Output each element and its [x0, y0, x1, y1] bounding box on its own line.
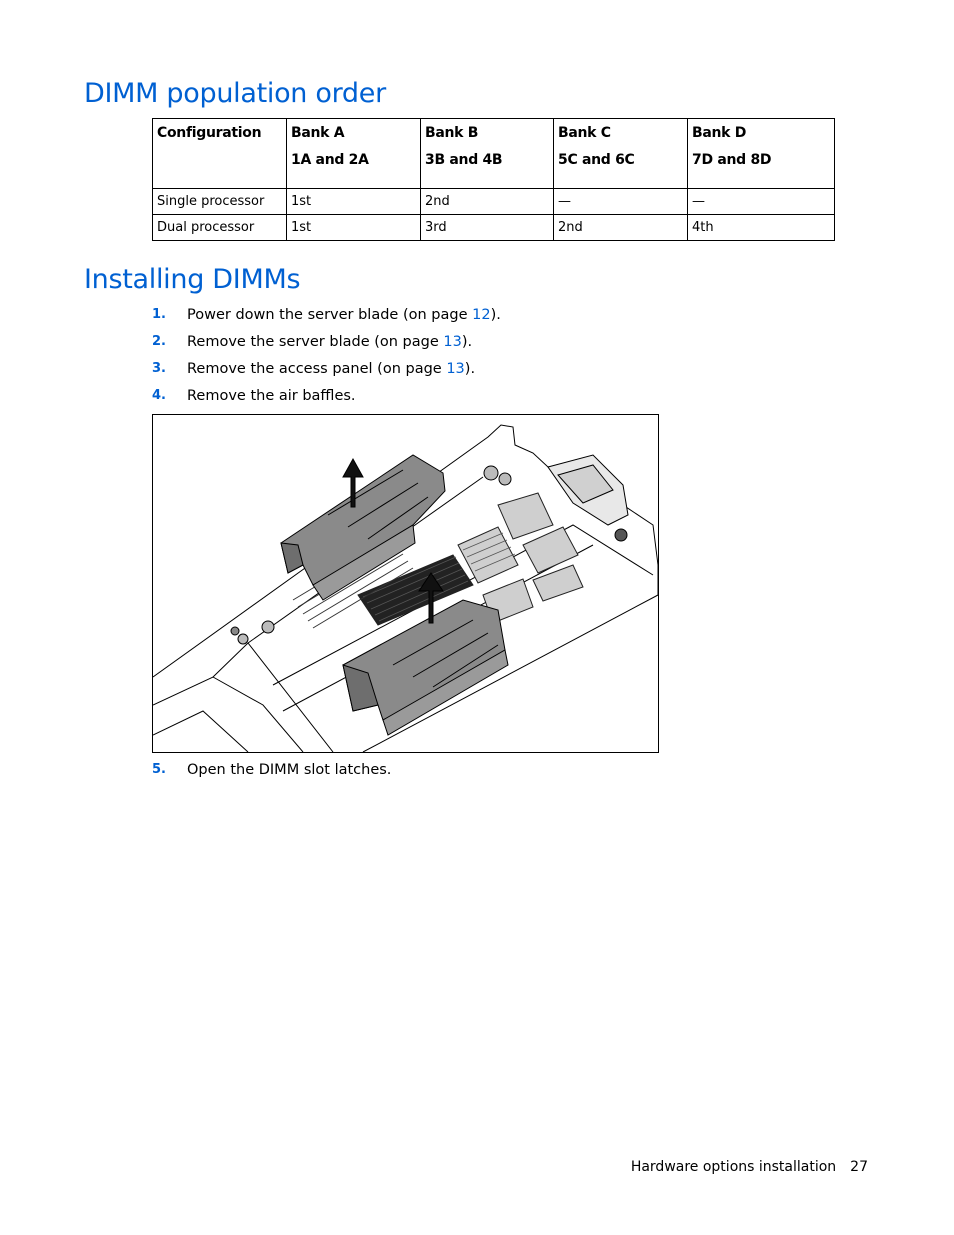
- header-bank-a: Bank A 1A and 2A: [287, 119, 421, 189]
- list-item-step-3: [152, 360, 852, 387]
- step-number: 1.: [152, 307, 166, 322]
- step-text: Remove the server blade (on page 13).: [187, 334, 473, 350]
- table-row: [153, 189, 835, 215]
- list-item-step-1: [152, 306, 852, 333]
- table-cell: Dual processor: [153, 215, 287, 241]
- step-text: Remove the access panel (on page 13).: [187, 361, 476, 377]
- header-bank-b: Bank B 3B and 4B: [421, 119, 554, 189]
- page-link[interactable]: 13: [446, 361, 465, 377]
- page-link[interactable]: 13: [443, 334, 462, 350]
- table-cell: 1st: [287, 189, 421, 215]
- step-text: Remove the air baffles.: [187, 388, 356, 404]
- air-baffle-removal-illustration: [152, 414, 659, 753]
- table-header-row: [153, 119, 835, 189]
- table-cell: 2nd: [421, 189, 554, 215]
- footer-section-name: Hardware options installation: [630, 1159, 837, 1175]
- table-cell: —: [554, 189, 688, 215]
- header-configuration: Configuration: [153, 119, 287, 189]
- page-link[interactable]: 12: [472, 307, 491, 323]
- table-cell: 3rd: [421, 215, 554, 241]
- header-bank-c: Bank C 5C and 6C: [554, 119, 688, 189]
- list-item-step-4: [152, 387, 852, 414]
- installation-steps-list-continued: [152, 761, 852, 788]
- step-number: 4.: [152, 388, 166, 403]
- table-row: [153, 215, 835, 241]
- section-title-installing-dimms: Installing DIMMs: [84, 264, 301, 295]
- step-number: 2.: [152, 334, 166, 349]
- step-text: Power down the server blade (on page 12).: [187, 307, 501, 323]
- section-title-dimm-population-order: DIMM population order: [84, 78, 386, 109]
- dimm-population-table: [152, 118, 835, 241]
- step-number: 3.: [152, 361, 166, 376]
- table-cell: —: [688, 189, 835, 215]
- step-number: 5.: [152, 762, 166, 777]
- installation-steps-list: [152, 306, 852, 414]
- list-item-step-2: [152, 333, 852, 360]
- page-footer: [631, 1159, 868, 1175]
- table-cell: Single processor: [153, 189, 287, 215]
- list-item-step-5: [152, 761, 852, 788]
- table-cell: 4th: [688, 215, 835, 241]
- header-bank-d: Bank D 7D and 8D: [688, 119, 835, 189]
- table-cell: 2nd: [554, 215, 688, 241]
- table-cell: 1st: [287, 215, 421, 241]
- step-text: Open the DIMM slot latches.: [187, 762, 392, 778]
- page-number: 27: [850, 1159, 868, 1175]
